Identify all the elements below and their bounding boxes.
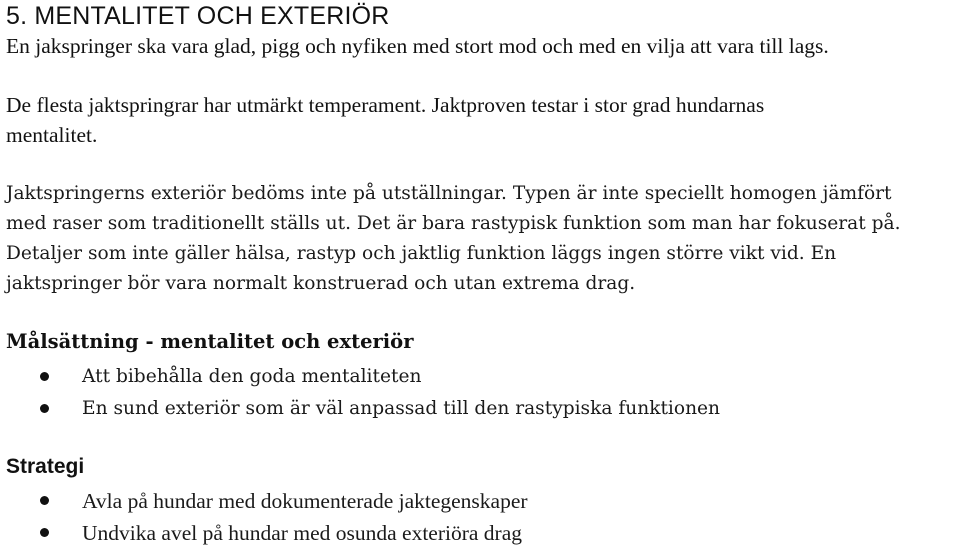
goals-list-item bbox=[0, 395, 960, 423]
strategy-list-item bbox=[0, 487, 960, 515]
goals-list-item bbox=[0, 363, 960, 391]
bullet-icon bbox=[40, 404, 49, 413]
bullet-icon bbox=[40, 372, 49, 381]
goals-heading: Målsättning - mentalitet och exteriör bbox=[6, 330, 414, 353]
strategy-item-text: Undvika avel på hundar med osunda exteriöra drag bbox=[82, 521, 522, 545]
exterior-line-1: Jaktspringerns exteriör bedöms inte på utställningar. Typen är inte speciellt homogen jämfört bbox=[6, 183, 892, 204]
intro-line-1: En jakspringer ska vara glad, pigg och nyfiken med stort mod och med en vilja att vara till lags. bbox=[6, 34, 829, 58]
strategy-heading: Strategi bbox=[6, 455, 85, 478]
exterior-line-4: jaktspringer bör vara normalt konstruerad och utan extrema drag. bbox=[6, 273, 636, 294]
goals-item-text: En sund exteriör som är väl anpassad till den rastypiska funktionen bbox=[82, 398, 721, 419]
intro-line-2: De flesta jaktspringrar har utmärkt temperament. Jaktproven testar i stor grad hundarnas bbox=[6, 93, 765, 117]
exterior-line-2: med raser som traditionellt ställs ut. Det är bara rastypisk funktion som man har fokuserat på. bbox=[6, 213, 901, 234]
bullet-icon bbox=[40, 528, 49, 537]
strategy-list-item bbox=[0, 519, 960, 547]
intro-line-3: mentalitet. bbox=[6, 123, 98, 147]
exterior-line-3: Detaljer som inte gäller hälsa, rastyp och jaktlig funktion läggs ingen större vikt vid. En bbox=[6, 243, 837, 264]
goals-item-text: Att bibehålla den goda mentaliteten bbox=[82, 366, 422, 387]
strategy-item-text: Avla på hundar med dokumenterade jaktegenskaper bbox=[82, 489, 528, 513]
section-title: 5. MENTALITET OCH EXTERIÖR bbox=[6, 2, 390, 30]
bullet-icon bbox=[40, 496, 49, 505]
